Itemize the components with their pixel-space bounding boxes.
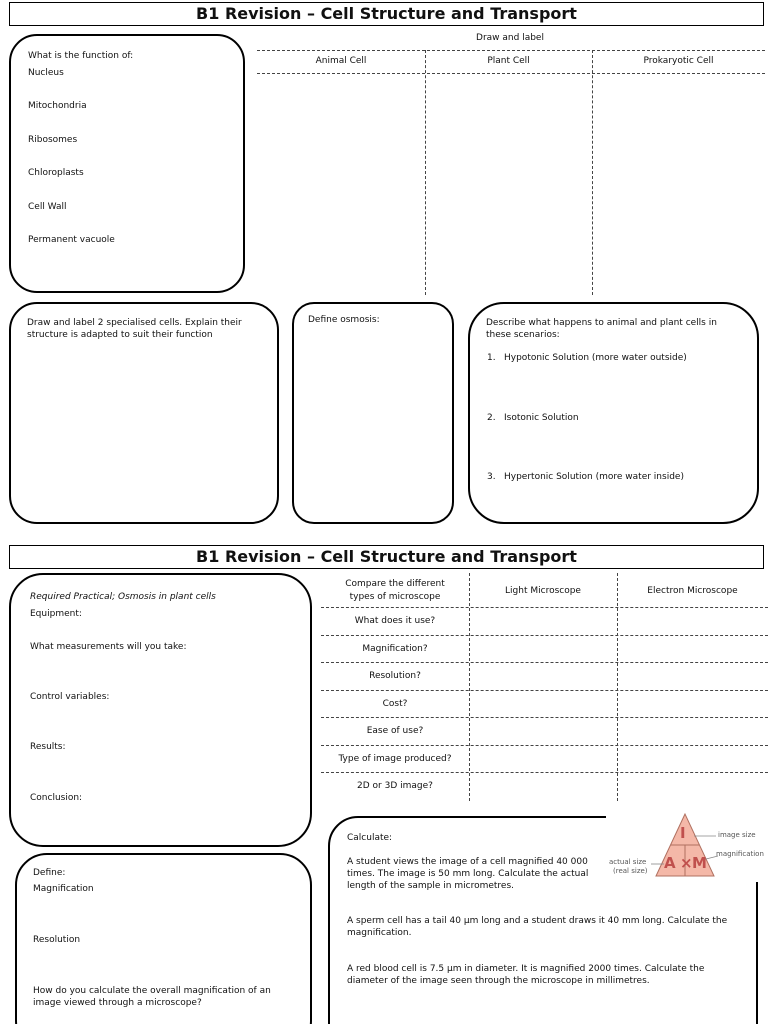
label-real-size: (real size) xyxy=(613,867,648,875)
column-electron-microscope: Electron Microscope xyxy=(647,586,738,596)
table-line xyxy=(321,635,768,636)
osmosis-box xyxy=(292,302,454,524)
practical-measurements: What measurements will you take: xyxy=(30,642,187,652)
draw-table-divider xyxy=(425,50,426,295)
table-line xyxy=(321,607,768,608)
practical-heading: Required Practical; Osmosis in plant cells xyxy=(30,592,216,602)
scenario-number: 2. xyxy=(487,413,496,423)
scenario-hypotonic: Hypotonic Solution (more water outside) xyxy=(504,353,687,363)
define-osmosis: Define osmosis: xyxy=(308,315,380,325)
row-type-of-image: Type of image produced? xyxy=(338,754,452,764)
calc-q3-line1: A red blood cell is 7.5 µm in diameter. It is magnified 2000 times. Calculate the xyxy=(347,964,705,974)
scenario-number: 3. xyxy=(487,472,496,482)
page-title: B1 Revision – Cell Structure and Transport xyxy=(9,545,764,569)
row-magnification: Magnification? xyxy=(362,644,428,654)
function-item-chloroplasts: Chloroplasts xyxy=(28,168,84,178)
formula-triangle xyxy=(606,812,768,882)
column-light-microscope: Light Microscope xyxy=(505,586,581,596)
label-actual-size: actual size xyxy=(609,858,647,866)
scenarios-intro-line2: these scenarios: xyxy=(486,330,560,340)
function-item-mitochondria: Mitochondria xyxy=(28,101,87,111)
column-plant-cell: Plant Cell xyxy=(487,56,530,66)
column-prokaryotic-cell: Prokaryotic Cell xyxy=(643,56,714,66)
define-question-line2: image viewed through a microscope? xyxy=(33,998,202,1008)
column-animal-cell: Animal Cell xyxy=(315,56,367,66)
function-item-cell-wall: Cell Wall xyxy=(28,202,67,212)
practical-conclusion: Conclusion: xyxy=(30,793,83,803)
draw-table-line xyxy=(257,73,765,74)
function-prompt: What is the function of: xyxy=(28,51,134,61)
triangle-letter-a: A xyxy=(664,854,676,872)
row-cost: Cost? xyxy=(382,699,408,709)
calc-q1-line1: A student views the image of a cell magnified 40 000 xyxy=(347,857,588,867)
define-question-line1: How do you calculate the overall magnification of an xyxy=(33,986,271,996)
draw-table-divider xyxy=(592,50,593,295)
scenarios-intro-line1: Describe what happens to animal and plant cells in xyxy=(486,318,717,328)
row-2d-or-3d: 2D or 3D image? xyxy=(357,781,433,791)
table-line xyxy=(321,772,768,773)
table-line xyxy=(321,662,768,663)
define-magnification: Magnification xyxy=(33,884,94,894)
triangle-times: × xyxy=(680,854,693,872)
table-corner-line1: Compare the different xyxy=(345,579,445,589)
scenario-hypertonic: Hypertonic Solution (more water inside) xyxy=(504,472,684,482)
triangle-letter-m: M xyxy=(692,854,707,872)
draw-table-line xyxy=(257,50,765,51)
calc-q1-line2: times. The image is 50 mm long. Calculate the actual xyxy=(347,869,589,879)
table-line xyxy=(321,717,768,718)
calculate-heading: Calculate: xyxy=(347,833,393,843)
calc-q2-line2: magnification. xyxy=(347,928,412,938)
scenario-number: 1. xyxy=(487,353,496,363)
row-resolution: Resolution? xyxy=(369,671,421,681)
define-heading: Define: xyxy=(33,868,66,878)
table-line xyxy=(321,745,768,746)
function-item-ribosomes: Ribosomes xyxy=(28,135,78,145)
define-resolution: Resolution xyxy=(33,935,81,945)
specialised-text-line1: Draw and label 2 specialised cells. Explain their xyxy=(27,318,242,328)
table-corner-line2: types of microscope xyxy=(349,592,441,602)
function-item-permanent-vacuole: Permanent vacuole xyxy=(28,235,115,245)
practical-results: Results: xyxy=(30,742,66,752)
calc-q1-line3: length of the sample in micrometres. xyxy=(347,881,515,891)
label-magnification: magnification xyxy=(716,850,764,858)
triangle-letter-i: I xyxy=(680,824,686,842)
draw-table-header: Draw and label xyxy=(476,33,544,43)
label-image-size: image size xyxy=(718,831,756,839)
row-what-does-it-use: What does it use? xyxy=(354,616,436,626)
practical-equipment: Equipment: xyxy=(30,609,82,619)
specialised-text-line2: structure is adapted to suit their function xyxy=(27,330,213,340)
practical-control-variables: Control variables: xyxy=(30,692,110,702)
scenario-isotonic: Isotonic Solution xyxy=(504,413,579,423)
calc-q3-line2: diameter of the image seen through the microscope in millimetres. xyxy=(347,976,650,986)
calc-q2-line1: A sperm cell has a tail 40 µm long and a student draws it 40 mm long. Calculate the xyxy=(347,916,728,926)
page-title: B1 Revision – Cell Structure and Transport xyxy=(9,2,764,26)
function-item-nucleus: Nucleus xyxy=(28,68,64,78)
row-ease-of-use: Ease of use? xyxy=(366,726,424,736)
table-line xyxy=(321,690,768,691)
